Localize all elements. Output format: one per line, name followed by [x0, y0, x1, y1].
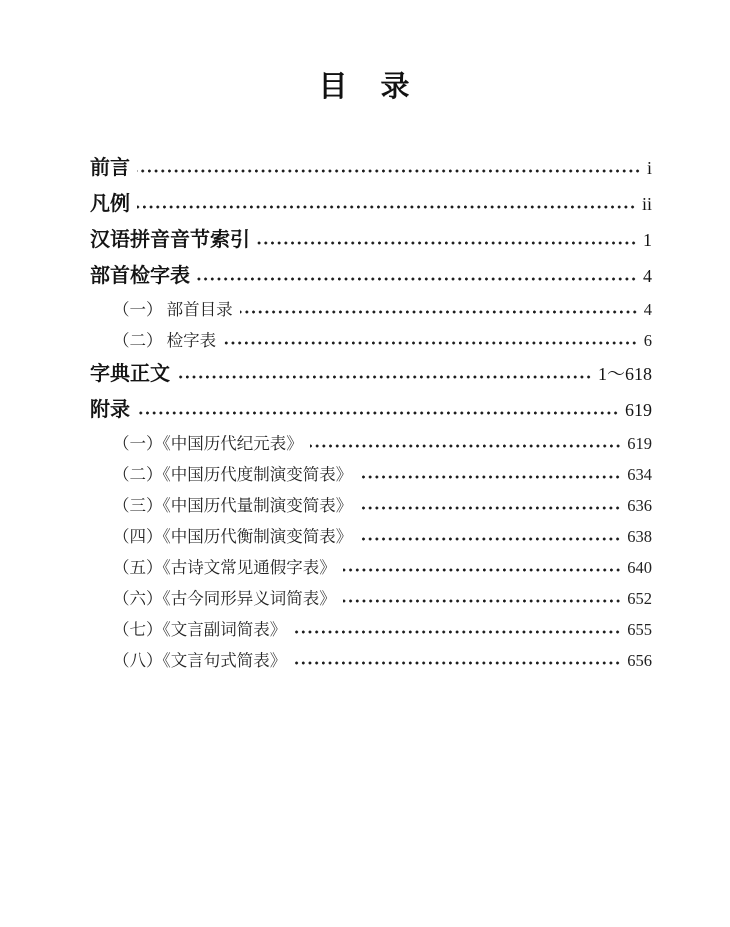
- entry-page-number: 655: [627, 620, 652, 639]
- dot-leader: [310, 443, 622, 449]
- entry-label: （五）《古诗文常见通假字表》: [113, 558, 336, 577]
- dot-leader: [137, 204, 636, 210]
- toc-entry: [90, 552, 652, 583]
- entry-page-number: 634: [627, 465, 652, 484]
- dot-leader: [197, 276, 637, 282]
- entry-page-number: 619: [625, 400, 652, 420]
- toc-entry: [90, 428, 652, 459]
- entry-label: 部首检字表: [90, 265, 190, 287]
- toc-list: [90, 150, 652, 676]
- entry-label: 凡例: [90, 193, 130, 215]
- entry-label: （六）《古今同形异义词简表》: [113, 589, 336, 608]
- entry-label: （七）《文言副词简表》: [113, 620, 287, 639]
- dot-leader: [293, 660, 621, 666]
- dot-leader: [137, 168, 641, 174]
- toc-entry: [90, 325, 652, 356]
- dot-leader: [343, 598, 622, 604]
- toc-entry: [90, 392, 652, 428]
- dot-leader: [240, 309, 638, 315]
- toc-entry: [90, 186, 652, 222]
- toc-entry: [90, 490, 652, 521]
- entry-page-number: 1: [643, 230, 652, 250]
- entry-page-number: i: [646, 158, 652, 178]
- dot-leader: [343, 567, 622, 573]
- dot-leader: [223, 340, 638, 346]
- entry-page-number: 636: [627, 496, 652, 515]
- toc-entry: [90, 614, 652, 645]
- toc-entry: [90, 258, 652, 294]
- entry-page-number: 4: [643, 300, 652, 319]
- toc-entry: [90, 222, 652, 258]
- entry-page-number: 640: [627, 558, 652, 577]
- entry-label: 前言: [90, 157, 130, 179]
- toc-entry: [90, 294, 652, 325]
- toc-entry: [90, 150, 652, 186]
- entry-label: （三）《中国历代量制演变简表》: [113, 496, 353, 515]
- toc-entry: [90, 583, 652, 614]
- entry-page-number: 4: [643, 266, 652, 286]
- entry-page-number: ii: [641, 194, 652, 214]
- page-title: 目 录: [318, 71, 412, 103]
- entry-label: （八）《文言句式简表》: [113, 651, 287, 670]
- entry-page-number: 1～618: [598, 364, 652, 384]
- toc-entry: [90, 459, 652, 490]
- entry-page-number: 638: [627, 527, 652, 546]
- toc-entry: [90, 645, 652, 676]
- dot-leader: [257, 240, 637, 246]
- entry-label: （四）《中国历代衡制演变简表》: [113, 527, 353, 546]
- entry-label: （一） 部首目录: [113, 300, 233, 319]
- entry-label: （一）《中国历代纪元表》: [113, 434, 303, 453]
- entry-page-number: 656: [627, 651, 652, 670]
- toc-entry: [90, 521, 652, 552]
- entry-label: （二）《中国历代度制演变简表》: [113, 465, 353, 484]
- entry-label: 字典正文: [90, 363, 170, 385]
- entry-page-number: 6: [643, 331, 652, 350]
- entry-page-number: 652: [627, 589, 652, 608]
- dot-leader: [359, 474, 621, 480]
- dot-leader: [293, 629, 621, 635]
- dot-leader: [177, 374, 592, 380]
- dot-leader: [359, 536, 621, 542]
- entry-label: 附录: [90, 399, 130, 421]
- dot-leader: [359, 505, 621, 511]
- entry-label: 汉语拼音音节索引: [90, 229, 250, 251]
- entry-page-number: 619: [627, 434, 652, 453]
- entry-label: （二） 检字表: [113, 331, 217, 350]
- toc-entry: [90, 356, 652, 392]
- dot-leader: [137, 410, 619, 416]
